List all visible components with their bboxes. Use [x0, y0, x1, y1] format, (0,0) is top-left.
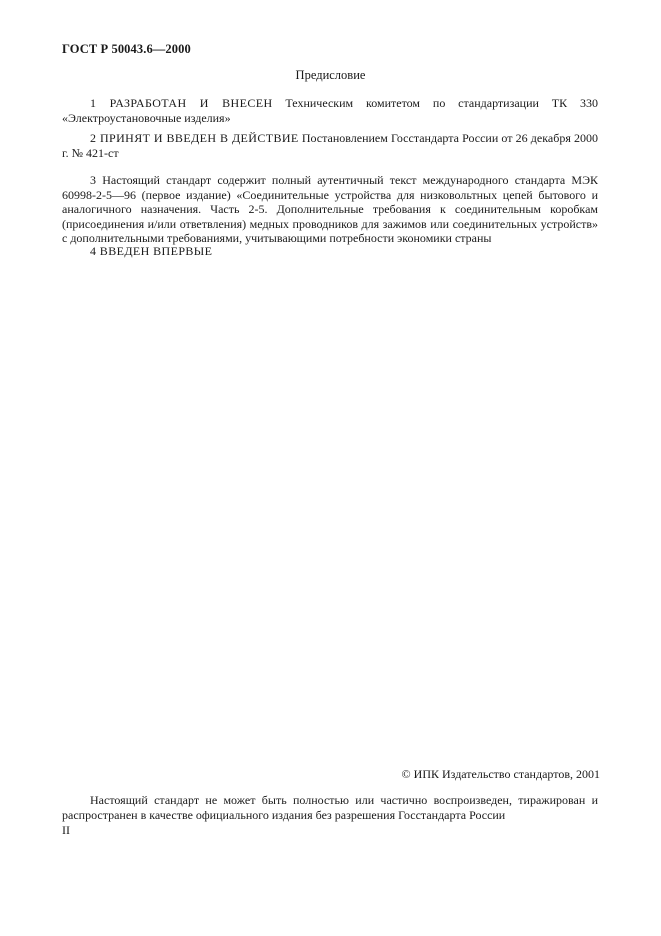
paragraph-1-lead: 1 РАЗРАБОТАН И ВНЕСЕН [90, 96, 273, 110]
paragraph-3 [62, 173, 598, 246]
paragraph-4 [62, 244, 598, 259]
copyright-line: © ИПК Издательство стандартов, 2001 [401, 767, 600, 781]
document-header: ГОСТ Р 50043.6—2000 [62, 42, 191, 56]
paragraph-2-text: Постановлением Госстандарта России от 26 декабря 2000 г. № 421-ст [62, 131, 598, 160]
paragraph-1-text: Техническим комитетом по стандартизации ТК 330 «Электроустановочные изделия» [62, 96, 598, 125]
reproduction-notice: Настоящий стандарт не может быть полностью или частично воспроизведен, тиражирован и распространен в качестве официального издания без разрешения Госстандарта России [62, 793, 598, 822]
page-number: II [62, 823, 70, 837]
section-title: Предисловие [295, 68, 366, 82]
paragraph-4-lead: 4 ВВЕДЕН ВПЕРВЫЕ [90, 244, 213, 258]
paragraph-2 [62, 131, 598, 160]
paragraph-1 [62, 96, 598, 125]
paragraph-3-text: 3 Настоящий стандарт содержит полный аутентичный текст международного стандарта МЭК 60998-2-5—96 (первое издание) «Соединительные устройства для низковольтных цепей бытового и аналогичного назначения. Часть 2-5. Дополнительные требования к соединительным коробкам (присоединения и/или ответвления) медных проводников для зажимов или соединительных устройств» с дополнительными требованиями, учитывающими потребности экономики страны [62, 173, 598, 245]
paragraph-2-lead: 2 ПРИНЯТ И ВВЕДЕН В ДЕЙСТВИЕ [90, 131, 299, 145]
